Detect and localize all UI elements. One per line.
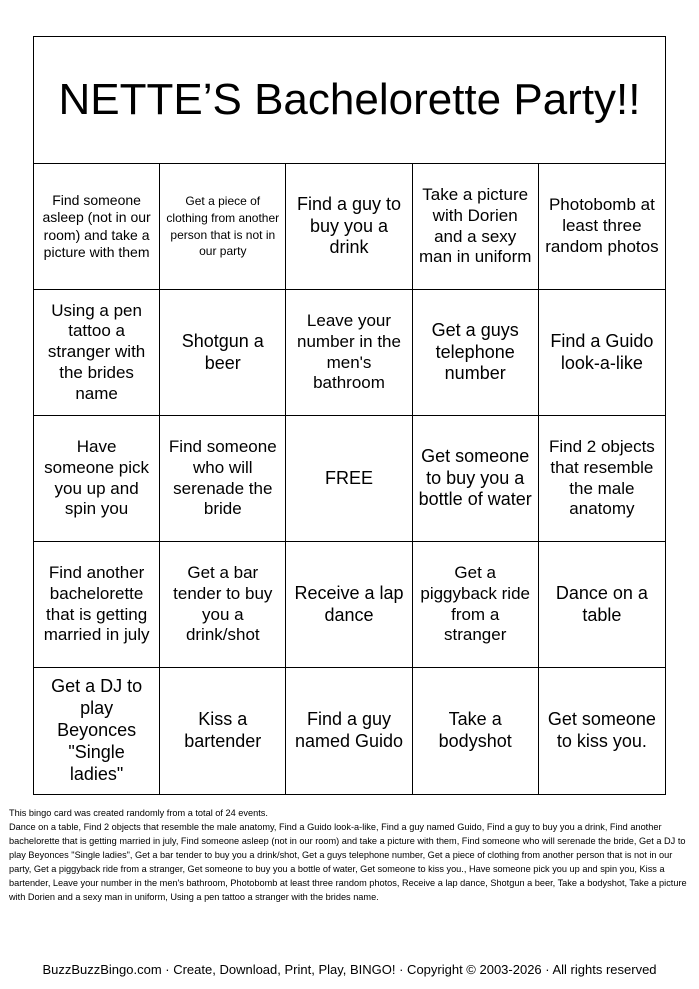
bingo-cell: Get a bar tender to buy you a drink/shot <box>160 542 286 668</box>
bingo-cell: Get a piggyback ride from a stranger <box>413 542 539 668</box>
bingo-cell: Find someone who will serenade the bride <box>160 416 286 542</box>
card-description <box>9 806 691 904</box>
description-intro: This bingo card was created randomly from a total of 24 events. <box>9 808 268 818</box>
bingo-cell: Dance on a table <box>539 542 665 668</box>
bingo-cell: Kiss a bartender <box>160 668 286 794</box>
card-title: NETTE’S Bachelorette Party!! <box>34 37 665 164</box>
bingo-cell: Leave your number in the men's bathroom <box>286 290 412 416</box>
bingo-cell: Take a bodyshot <box>413 668 539 794</box>
bingo-card <box>33 36 666 795</box>
bingo-cell: Find a guy named Guido <box>286 668 412 794</box>
footer-text: BuzzBuzzBingo.com · Create, Download, Print, Play, BINGO! · Copyright © 2003-2026 · All rights reserved <box>42 962 657 977</box>
bingo-cell: Get a DJ to play Beyonces "Single ladies" <box>34 668 160 794</box>
bingo-cell: Get a piece of clothing from another person that is not in our party <box>160 164 286 290</box>
bingo-cell: Get someone to kiss you. <box>547 709 656 751</box>
bingo-cell: Find another bachelorette that is getting married in july <box>34 542 160 668</box>
bingo-cell: Find a Guido look-a-like <box>539 290 665 416</box>
bingo-cell: Get a guys telephone number <box>413 290 539 416</box>
bingo-grid <box>34 164 665 794</box>
bingo-cell: Find 2 objects that resemble the male anatomy <box>539 416 665 542</box>
bingo-cell: Find someone asleep (not in our room) and take a picture with them <box>34 164 160 290</box>
bingo-cell-free: FREE <box>286 416 412 542</box>
bingo-cell: Shotgun a beer <box>160 290 286 416</box>
bingo-cell: Take a picture with Dorien and a sexy man in uniform <box>413 164 539 290</box>
bingo-cell: Receive a lap dance <box>286 542 412 668</box>
bingo-cell: Using a pen tattoo a stranger with the brides name <box>34 290 160 416</box>
description-events: Dance on a table, Find 2 objects that resemble the male anatomy, Find a Guido look-a-like, Find a guy named Guido, Find a guy to buy you a drink, Find another bachelorette that is getting married in july, Find someone asleep (not in our room) and take a picture with them, Find someone who will serenade the bride, Get a DJ to play Beyonces "Single ladies", Get a bar tender to buy you a drink/shot, Get a guys telephone number, Get a piece of clothing from another person that is not in our party, Get a piggyback ride from a stranger, Get someone to buy you a bottle of water, Get someone to kiss you., Have someone pick you up and spin you, Kiss a bartender, Leave your number in the men's bathroom, Photobomb at least three random photos, Receive a lap dance, Shotgun a beer, Take a bodyshot, Take a picture with Dorien and a sexy man in uniform, Using a pen tattoo a stranger with the brides name. <box>9 822 687 902</box>
bingo-cell: Get someone to buy you a bottle of water <box>413 416 539 542</box>
bingo-cell: Find a guy to buy you a drink <box>286 164 412 290</box>
bingo-cell: Have someone pick you up and spin you <box>34 416 160 542</box>
bingo-cell: Photobomb at least three random photos <box>539 164 665 290</box>
